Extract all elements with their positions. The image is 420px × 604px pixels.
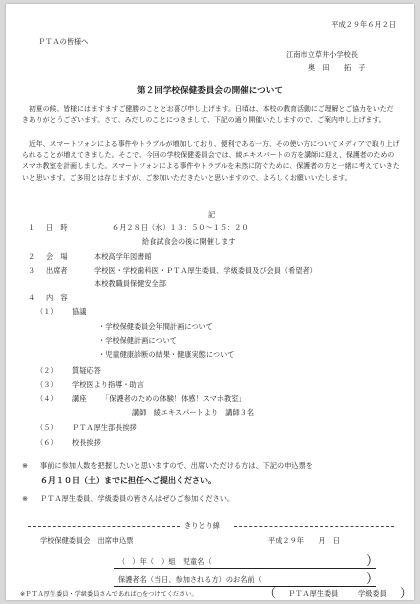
item1-note: 給食試食会の後に開催します bbox=[142, 237, 236, 246]
footer-close-paren: ） bbox=[400, 586, 413, 600]
content6-number: （６） bbox=[36, 438, 58, 447]
item1-number: １ bbox=[28, 223, 36, 232]
form-grade-class: ）組 bbox=[161, 557, 176, 566]
footer-pta-option[interactable]: ＰＴＡ厚生委員 bbox=[288, 589, 339, 598]
note2-text: ＰＴＡ厚生委員、学級委員の皆さんはぜひご参加ください。 bbox=[40, 494, 235, 503]
item2-value: 本校高学年図書館 bbox=[94, 252, 152, 261]
item1-value: ６月２８日（水）１３：５０～１５：２０ bbox=[112, 223, 249, 232]
guardian-name-close-paren: ） bbox=[366, 572, 380, 587]
note1-text: 事前に参加人数を把握したいと思いますので、出席いただける方は、下記の申込票を bbox=[40, 461, 313, 470]
bullet-item: ・学校保健計画について bbox=[98, 336, 177, 345]
cut-line-left bbox=[28, 526, 180, 527]
bullet-item: ・児童健康診断の結果・健康実態について bbox=[98, 350, 235, 359]
footer-class-option[interactable]: 学級委員 bbox=[358, 589, 387, 598]
principal-name: 奥 田 拓 子 bbox=[308, 63, 366, 72]
content3-label: 学校医より指導・助言 bbox=[72, 380, 144, 389]
content6-label: 校長挨拶 bbox=[72, 438, 101, 447]
bullet-item: ・学校保健委員会年間計画について bbox=[98, 322, 213, 331]
bullet-text: 児童健康診断の結果・健康実態について bbox=[105, 350, 235, 359]
content2-label: 質疑応答 bbox=[72, 366, 101, 375]
intro-paragraph-1: 初夏の候、皆様にはますますご健勝のこととお喜び申し上げます。日頃は、本校の教育活動にご理解とご協力をいただきありがとうございます。さて、みだしのことにつきまして、下記の通り開催いたしますので、ご案内申し上げます。 bbox=[22, 105, 394, 125]
cut-line-right bbox=[234, 526, 394, 527]
content4-label: 講座 bbox=[72, 394, 87, 403]
school-name: 江南市立草井小学校長 bbox=[286, 50, 358, 59]
form-title: 学校保健委員会 出席申込票 bbox=[40, 536, 134, 545]
item3-label: 出席者 bbox=[46, 266, 68, 275]
bullet-text: 学校保健計画について bbox=[105, 336, 177, 345]
note1-mark: ※ bbox=[22, 461, 29, 470]
document-title: 第２回学校保健委員会の開催について bbox=[137, 86, 283, 96]
form-grade-year: ）年 bbox=[132, 557, 147, 566]
content1-label: 協議 bbox=[72, 307, 87, 316]
content4-value: 「保護者のための体験！体感！スマホ教室」 bbox=[102, 394, 246, 403]
form-child-label: 児童名（ bbox=[182, 557, 212, 566]
content5-label: ＰＴＡ厚生部長挨拶 bbox=[72, 423, 137, 432]
form-grade-row: （ ）年（ ）組 児童名（ bbox=[118, 557, 212, 566]
footer-open-paren: （ bbox=[264, 586, 277, 600]
cut-line-label: きりとり線 bbox=[184, 521, 220, 530]
content4-lecturer: 講師 綾エキスパートより 講師３名 bbox=[132, 408, 255, 417]
item1-label: 日 時 bbox=[46, 223, 68, 232]
item4-number: ４ bbox=[28, 293, 36, 302]
ki-marker: 記 bbox=[208, 210, 216, 219]
content3-number: （３） bbox=[36, 380, 58, 389]
item3-value-2: 本校教職員保健安全部 bbox=[94, 279, 166, 288]
content4-number: （４） bbox=[36, 394, 58, 403]
item2-number: ２ bbox=[28, 252, 36, 261]
item3-number: ３ bbox=[28, 266, 36, 275]
issue-date: 平成２９年６月２日 bbox=[331, 20, 396, 29]
note2-mark: ※ bbox=[22, 494, 29, 503]
bullet-text: 学校保健委員会年間計画について bbox=[105, 322, 213, 331]
guardian-name-underline[interactable] bbox=[114, 586, 376, 587]
recipient: ＰＴＡの皆様へ bbox=[38, 37, 89, 46]
content5-number: （５） bbox=[36, 423, 58, 432]
document-page bbox=[6, 4, 414, 600]
child-name-close-paren: ） bbox=[366, 554, 380, 569]
intro-paragraph-2: 近年、スマートフォンによる事件やトラブルが増加しており、便利である一方、その使い方についてメディアで取り上げられることが増えてきました。そこで、今回の学校保健委員会では、綾エキスパートの方を講師に迎え、保護者のためのスマホ教室を計画しました。スマートフォンによる事件やトラブルを未然に防ぐために、保護者の方と一緒に考えていきたいと思います。ご多用とは存じますが、ご参加いただきたいと思いますので、よろしくお願いいたします。 bbox=[22, 140, 400, 182]
child-name-underline[interactable] bbox=[114, 568, 376, 569]
note1-deadline: ６月１０日（土）までに担任へご提出ください。 bbox=[40, 476, 216, 485]
item3-value: 学校医・学校歯科医・ＰＴＡ厚生委員、学級委員及び会員（希望者） bbox=[94, 266, 317, 275]
form-footer-note: ※ＰＴＡ厚生委員・学級委員さんであれば○をつけてください。 bbox=[20, 591, 198, 598]
form-guardian-label: 保護者名（当日、参加される方）のお名前（ bbox=[118, 575, 262, 584]
content1-number: （１） bbox=[36, 307, 58, 316]
item4-label: 内 容 bbox=[46, 293, 68, 302]
form-date: 平成２９年 月 日 bbox=[268, 536, 340, 545]
item2-label: 会 場 bbox=[46, 252, 68, 261]
content2-number: （２） bbox=[36, 366, 58, 375]
